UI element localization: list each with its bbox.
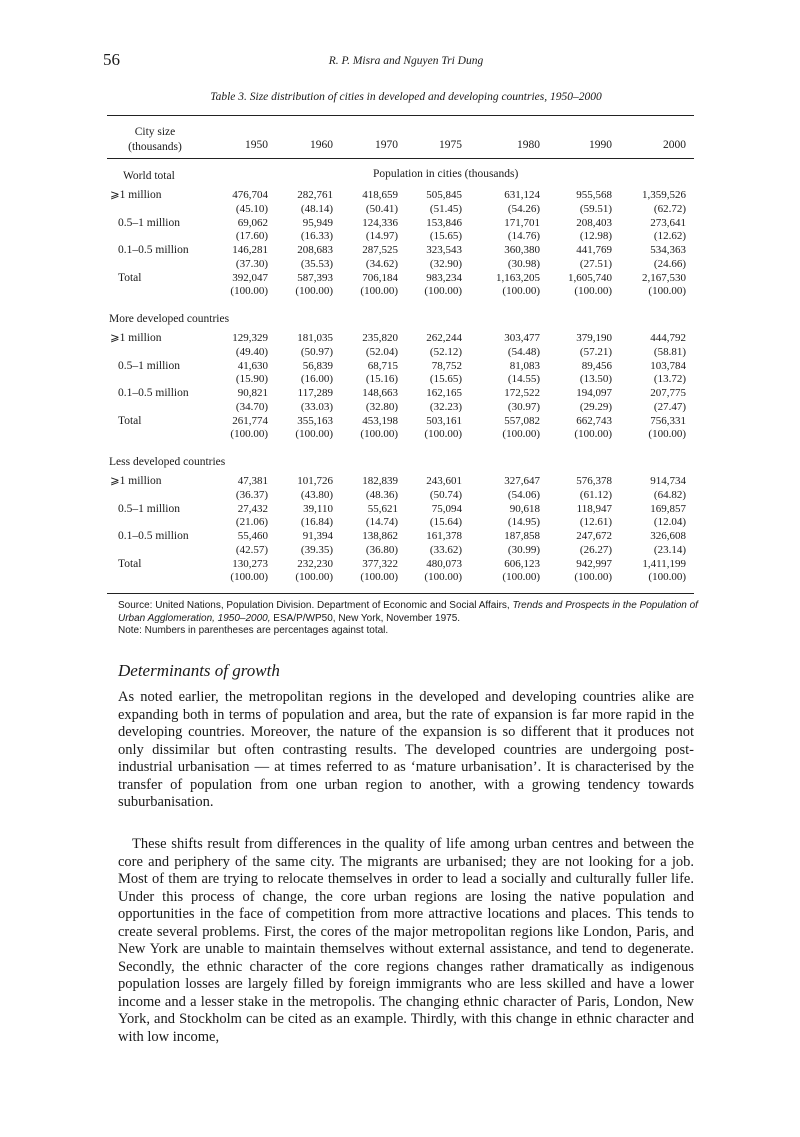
table-cell-value: 662,743 (576, 414, 612, 427)
body-paragraph-2 (118, 836, 694, 1046)
table-cell-value: 476,704 (232, 189, 268, 201)
table-cell-value: 282,761 (297, 189, 333, 201)
table-cell-value: 942,997 (576, 557, 612, 570)
table-cell-percent: (61.12) (579, 488, 612, 501)
table-cell-percent: (100.00) (574, 285, 612, 297)
table-row-label: Total (118, 414, 142, 427)
table-row-label: ⩾1 million (110, 475, 162, 487)
table-cell-value: 187,858 (504, 530, 540, 542)
table-cell-value: 392,047 (232, 271, 268, 284)
table-cell-value: 418,659 (362, 189, 398, 201)
table-cell-value: 172,522 (504, 387, 540, 399)
body-paragraph-1 (118, 689, 694, 812)
table-cell-percent: (15.64) (429, 516, 462, 528)
table-cell-percent: (100.00) (360, 571, 398, 583)
table-cell-percent: (12.98) (579, 230, 612, 242)
table-cell-value: 75,094 (431, 502, 462, 515)
table-cell-percent: (12.61) (579, 516, 612, 528)
source-suffix: ESA/P/WP50, New York, November 1975. (270, 612, 461, 624)
table-cell-percent: (36.37) (235, 488, 268, 501)
table-cell-percent: (54.48) (507, 345, 540, 358)
table-cell-value: 243,601 (426, 475, 462, 487)
table-cell-percent: (42.57) (235, 543, 268, 556)
table-cell-percent: (32.80) (365, 400, 398, 413)
table-cell-value: 69,062 (237, 216, 268, 229)
table-cell-value: 169,857 (650, 502, 686, 515)
table-cell-percent: (15.65) (429, 230, 462, 242)
table-cell-percent: (30.97) (507, 400, 540, 413)
table-cell-value: 914,734 (650, 475, 686, 487)
table-cell-percent: (100.00) (230, 285, 268, 297)
table-cell-percent: (23.14) (653, 543, 686, 556)
table-cell-value: 1,163,205 (496, 271, 540, 284)
table-cell-percent: (100.00) (648, 428, 686, 440)
table-cell-value: 534,363 (650, 244, 686, 256)
table-cell-value: 955,568 (576, 189, 612, 201)
table-cell-percent: (27.51) (579, 257, 612, 270)
table-caption: Table 3. Size distribution of cities in developed and developing countries, 1950–2000 (210, 91, 602, 103)
column-header-year: 1990 (589, 139, 612, 151)
table-cell-value: 162,165 (426, 387, 462, 399)
table-cell-value: 90,618 (509, 502, 540, 515)
column-header-year: 1960 (310, 139, 333, 151)
table-cell-value: 129,329 (232, 332, 268, 344)
table-cell-percent: (48.36) (365, 488, 398, 501)
table-row-label: 0.1–0.5 million (118, 244, 189, 256)
table-cell-value: 47,381 (237, 475, 268, 487)
table-cell-value: 261,774 (232, 414, 268, 427)
table-cell-percent: (12.04) (653, 516, 686, 528)
table-cell-value: 194,097 (576, 387, 612, 399)
table-cell-percent: (13.50) (579, 373, 612, 385)
table-cell-value: 124,336 (362, 216, 398, 229)
table-cell-value: 287,525 (362, 244, 398, 256)
source-line (118, 600, 698, 625)
table-section-title: Less developed countries (109, 456, 226, 468)
table-cell-percent: (12.62) (653, 230, 686, 242)
table-cell-percent: (14.97) (365, 230, 398, 242)
page-number: 56 (103, 50, 120, 69)
table-cell-value: 208,403 (576, 216, 612, 229)
table-cell-value: 235,820 (362, 332, 398, 344)
table-cell-percent: (27.47) (653, 400, 686, 413)
table-cell-percent: (100.00) (360, 428, 398, 440)
table-cell-value: 101,726 (297, 475, 333, 487)
table-cell-value: 153,846 (426, 216, 462, 229)
table-cell-percent: (54.06) (507, 488, 540, 501)
table-cell-percent: (49.40) (235, 345, 268, 358)
table-cell-percent: (100.00) (648, 571, 686, 583)
table-cell-value: 181,035 (297, 332, 333, 344)
table-cell-value: 95,949 (302, 216, 333, 229)
table-row-label: 0.5–1 million (118, 216, 180, 229)
table-cell-percent: (32.23) (429, 400, 462, 413)
source-prefix: Source: United Nations, Population Division. Department of Economic and Social Affairs, (118, 600, 513, 611)
table-cell-percent: (100.00) (360, 285, 398, 297)
table-cell-percent: (100.00) (424, 285, 462, 297)
table-cell-value: 1,359,526 (642, 189, 686, 201)
table-cell-value: 480,073 (426, 557, 462, 570)
table-cell-percent: (52.04) (365, 345, 398, 358)
table-cell-value: 2,167,530 (642, 271, 686, 284)
table-cell-value: 81,083 (509, 359, 540, 372)
table-cell-value: 326,608 (650, 530, 686, 542)
table-cell-value: 355,163 (297, 414, 333, 427)
table-cell-percent: (58.81) (653, 345, 686, 358)
column-header-city-size (107, 125, 203, 155)
running-head: R. P. Misra and Nguyen Tri Dung (328, 55, 484, 67)
table-section-title: More developed countries (109, 313, 230, 325)
table-cell-value: 303,477 (504, 332, 540, 344)
table-cell-percent: (39.35) (300, 543, 333, 556)
table-cell-percent: (50.97) (300, 345, 333, 358)
table-cell-value: 39,110 (303, 502, 333, 515)
table-source-note (118, 600, 698, 638)
table-cell-percent: (15.90) (235, 373, 268, 385)
table-row-label: ⩾1 million (110, 189, 162, 201)
table-cell-percent: (13.72) (653, 373, 686, 385)
table-cell-value: 91,394 (302, 530, 333, 542)
table-cell-value: 103,784 (650, 359, 686, 372)
table-cell-value: 983,234 (426, 271, 462, 284)
column-header-year: 2000 (663, 139, 686, 151)
table-cell-percent: (30.99) (507, 543, 540, 556)
table-cell-percent: (100.00) (502, 285, 540, 297)
table-cell-value: 323,543 (426, 244, 462, 256)
table-row-label: 0.1–0.5 million (118, 530, 189, 542)
table-cell-percent: (100.00) (295, 428, 333, 440)
table-cell-percent: (14.74) (365, 516, 398, 528)
table-cell-percent: (33.03) (300, 400, 333, 413)
table-cell-percent: (50.41) (365, 202, 398, 215)
table-cell-value: 232,230 (297, 557, 333, 570)
table-cell-value: 117,289 (297, 387, 333, 399)
table-row-label: 0.5–1 million (118, 502, 180, 515)
table-cell-value: 90,821 (237, 387, 268, 399)
table-cell-value: 41,630 (237, 359, 268, 372)
table-cell-value: 1,605,740 (568, 271, 612, 284)
table-cell-percent: (100.00) (230, 571, 268, 583)
table-cell-percent: (100.00) (424, 571, 462, 583)
table-cell-percent: (16.33) (300, 230, 333, 242)
table-row-label: Total (118, 271, 142, 284)
table-cell-value: 55,460 (237, 530, 268, 542)
table-cell-percent: (51.45) (429, 202, 462, 215)
table-cell-value: 68,715 (367, 359, 398, 372)
table-cell-percent: (34.70) (235, 400, 268, 413)
table-cell-percent: (100.00) (648, 285, 686, 297)
table-cell-percent: (59.51) (579, 202, 612, 215)
table-cell-value: 377,322 (362, 557, 398, 570)
table-cell-percent: (37.30) (235, 257, 268, 270)
table-cell-value: 756,331 (650, 414, 686, 427)
column-header-year: 1975 (439, 139, 462, 151)
table-cell-value: 606,123 (504, 557, 540, 570)
table-row-label: 0.5–1 million (118, 359, 180, 372)
section-heading: Determinants of growth (118, 661, 280, 680)
table-cell-value: 171,701 (504, 216, 540, 229)
paragraph-text-2: These shifts result from differences in the quality of life among urban centres and between the core and periphery of the same city. The migrants are urbanised; they are not looking for a job. Most of them are trying to relocate themselves in order to lead a socially and culturally fuller life. Under this process of change, the core urban regions are losing the native population and opportunities in the face of competition from more attractive locations and places. This tends to create several problems. First, the cores of the major metropolitan regions like London, Paris, and New York are unable to maintain themselves without external assistance, and tend to degenerate. Secondly, the ethnic character of the core regions changes rather dramatically as indigenous population losses are largely filled by foreign immigrants who are less skilled and have a lower income and a lesser stake in the metropolis. The changing ethnic character of Paris, London, New York, and Stockholm can be cited as an example. Thirdly, with this change in ethnic character and with low income, (118, 836, 694, 1045)
table-cell-value: 587,393 (297, 271, 333, 284)
table-cell-percent: (54.26) (507, 202, 540, 215)
table-cell-value: 161,378 (426, 530, 462, 542)
table-cell-percent: (15.65) (429, 373, 462, 385)
table-cell-percent: (50.74) (429, 488, 462, 501)
table-cell-percent: (48.14) (300, 202, 333, 215)
table-cell-percent: (14.55) (507, 373, 540, 385)
table-cell-percent: (16.84) (300, 516, 333, 528)
table-cell-percent: (30.98) (507, 257, 540, 270)
table-cell-value: 89,456 (581, 359, 612, 372)
table-cell-value: 576,378 (576, 475, 612, 487)
column-header-year: 1950 (245, 139, 268, 151)
paragraph-text-1: As noted earlier, the metropolitan regions in the developed and developing countries alike are expanding both in terms of population and area, but the rate of expansion is far more rapid in the developing countries. Moreover, the nature of the expansion is so different that it produces not only dissimilar but often contrasting results. The developed countries are undergoing post-industrial urbanisation — at times referred to as ‘mature urbanisation’. It is characterised by the transfer of population from one urban region to another, with a growing tendency towards suburbanisation. (118, 689, 694, 810)
table-cell-value: 1,411,199 (642, 557, 686, 570)
table-cell-percent: (35.53) (300, 257, 333, 270)
table-cell-value: 360,380 (504, 244, 540, 256)
table-cell-percent: (16.00) (300, 373, 333, 385)
city-size-header-line1: City size (134, 126, 176, 138)
table-cell-percent: (100.00) (295, 571, 333, 583)
table-cell-percent: (100.00) (502, 571, 540, 583)
table-cell-percent: (21.06) (235, 516, 268, 528)
table-cell-value: 503,161 (426, 414, 462, 427)
table-cell-value: 56,839 (302, 359, 333, 372)
table-cell-percent: (36.80) (365, 543, 398, 556)
table-cell-value: 706,184 (362, 271, 398, 284)
table-cell-percent: (100.00) (574, 571, 612, 583)
table-cell-value: 207,775 (650, 387, 686, 399)
table-cell-value: 453,198 (362, 414, 398, 427)
table-cell-value: 208,683 (297, 244, 333, 256)
table-cell-value: 273,641 (650, 216, 686, 229)
table-cell-percent: (26.27) (579, 543, 612, 556)
note-line: Note: Numbers in parentheses are percentages against total. (118, 625, 389, 636)
table-section-title: World total (123, 170, 175, 182)
table-cell-value: 55,621 (367, 502, 398, 515)
table-cell-value: 148,663 (362, 387, 398, 399)
table-cell-percent: (64.82) (653, 488, 686, 501)
column-header-year: 1970 (375, 139, 398, 151)
table-cell-percent: (14.95) (507, 516, 540, 528)
table-bottom-rule (107, 593, 694, 594)
table-cell-value: 505,845 (426, 189, 462, 201)
table-cell-percent: (52.12) (429, 345, 462, 358)
table-cell-value: 27,432 (237, 502, 268, 515)
table-cell-value: 441,769 (576, 244, 612, 256)
table-cell-value: 146,281 (232, 244, 268, 256)
table-cell-percent: (29.29) (579, 400, 612, 413)
table-cell-percent: (24.66) (653, 257, 686, 270)
table-cell-percent: (100.00) (230, 428, 268, 440)
table-top-rule (107, 115, 694, 116)
table-cell-percent: (15.16) (365, 373, 398, 385)
table-cell-value: 327,647 (504, 475, 540, 487)
table-cell-value: 631,124 (504, 189, 540, 201)
table-cell-percent: (45.10) (235, 202, 268, 215)
table-cell-value: 78,752 (431, 359, 462, 372)
table-cell-percent: (34.62) (365, 257, 398, 270)
column-header-year: 1980 (517, 139, 540, 151)
table-cell-percent: (100.00) (502, 428, 540, 440)
table-row-label: ⩾1 million (110, 332, 162, 344)
table-cell-percent: (43.80) (300, 488, 333, 501)
table-cell-value: 444,792 (650, 332, 686, 344)
table-cell-percent: (100.00) (295, 285, 333, 297)
table-cell-value: 138,862 (362, 530, 398, 542)
table-header-rule (107, 158, 694, 159)
table-cell-percent: (14.76) (507, 230, 540, 242)
city-size-header-line2: (thousands) (128, 141, 182, 153)
table-cell-percent: (33.62) (429, 543, 462, 556)
table-subheading: Population in cities (thousands) (373, 168, 519, 180)
table-cell-percent: (100.00) (424, 428, 462, 440)
table-cell-percent: (62.72) (653, 202, 686, 215)
source-title: Trends and Prospects in the Population of Urban Agglomeration, 1950–2000, (118, 600, 698, 624)
table-cell-percent: (32.90) (429, 257, 462, 270)
table-cell-value: 557,082 (504, 414, 540, 427)
table-cell-value: 247,672 (576, 530, 612, 542)
table-cell-value: 182,839 (362, 475, 398, 487)
table-cell-value: 262,244 (426, 332, 462, 344)
table-cell-percent: (17.60) (235, 230, 268, 242)
table-cell-value: 130,273 (232, 557, 268, 570)
table-cell-value: 379,190 (576, 332, 612, 344)
table-cell-value: 118,947 (576, 502, 612, 515)
table-row-label: Total (118, 557, 142, 570)
table-row-label: 0.1–0.5 million (118, 387, 189, 399)
table-cell-percent: (57.21) (579, 345, 612, 358)
table-cell-percent: (100.00) (574, 428, 612, 440)
